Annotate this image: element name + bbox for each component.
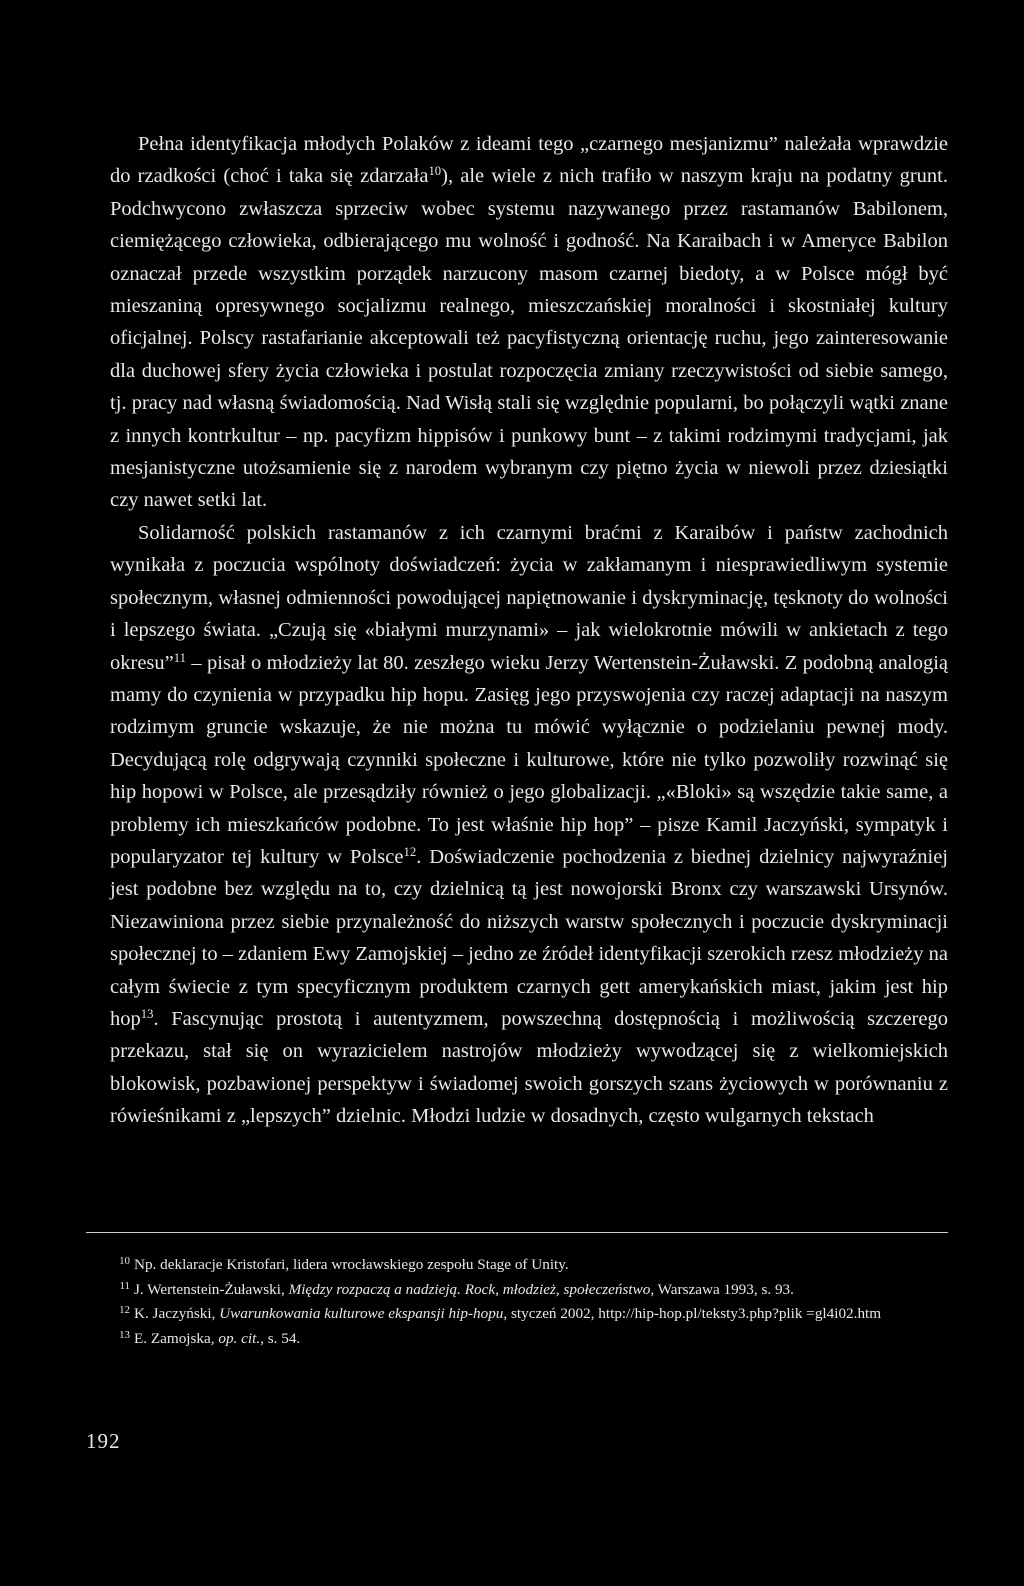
text-run: . Doświadczenie pochodzenia z biednej dzielnicy najwyraźniej jest podobne bez względu na to, czy dzielnicą tą jest nowojorski Bronx czy warszawski Ursynów. Niezawiniona przez siebie przynależność do niższych warstw społecznych i poczucie dyskryminacji społecznej to – zdaniem Ewy Zamojskiej – jedno ze źródeł identyfikacji szerokich rzesz młodzieży na całym świecie z tym specyficznym produktem czarnych gett amerykańskich miast, jakim jest hip hop xyxy=(110,845,948,1030)
footnote-title: Między rozpaczą a nadzieją. Rock, młodzież, społeczeństwo xyxy=(288,1280,651,1298)
footnote xyxy=(110,1253,948,1278)
footnote-number: 12 xyxy=(119,1304,130,1317)
footnote xyxy=(110,1302,948,1327)
text-run: Pełna identyfikacja młodych Polaków z ideami tego „czarnego mesjanizmu” należała wprawdzie do rzadkości (choć i taka się zdarzała xyxy=(110,133,948,188)
footnote-text: Np. deklaracje Kristofari, lidera wrocławskiego zespołu Stage of Unity. xyxy=(134,1256,569,1273)
footnote-text: J. Wertenstein-Żuławski, xyxy=(134,1280,289,1298)
footnote-number: 10 xyxy=(119,1255,130,1267)
text-run: – pisał o młodzieży lat 80. zeszłego wieku Jerzy Wertenstein-Żuławski. Z podobną analogią mamy do czynienia w przypadku hip hopu. Zasięg jego przyswojenia czy raczej adaptacji na naszym rodzimym gruncie wskazuje, że nie można tu mówić wyłącznie o podzielaniu pewnej mody. Decydującą rolę odgrywają czynniki społeczne i kulturowe, które nie tylko pozwoliły rozwinąć się hip hopowi w Polsce, ale przesądziły również o jego globalizacji. „«Bloki» są wszędzie takie same, a problemy ich mieszkańców podobne. To jest właśnie hip hop” – pisze Kamil Jaczyński, sympatyk i popularyzator tej kultury w Polsce xyxy=(110,651,948,868)
page-number: 192 xyxy=(86,1429,121,1453)
footnote xyxy=(110,1278,948,1303)
footnote-text: E. Zamojska, xyxy=(134,1329,219,1347)
footnote-number: 11 xyxy=(119,1279,130,1292)
text-run: Solidarność polskich rastamanów z ich czarnymi braćmi z Karaibów i państw zachodnich wynikała z poczucia wspólnoty doświadczeń: życia w zakłamanym i niesprawiedliwym systemie społecznym, własnej odmienności powodującej napiętnowanie i dyskryminację, tęsknoty do wolności i lepszego świata. „Czują się «białymi murzynami» – jak wielokrotnie mówili w ankietach z tego okresu” xyxy=(110,521,948,674)
footnote-title: Uwarunkowania kulturowe ekspansji hip-hopu xyxy=(219,1305,504,1323)
footnote xyxy=(110,1327,948,1352)
main-text xyxy=(110,128,948,1133)
footnote-number: 13 xyxy=(119,1328,130,1341)
footnote-separator xyxy=(86,1232,948,1233)
footnote-reference: 11 xyxy=(173,650,186,665)
footnotes xyxy=(110,1253,948,1351)
text-run: ), ale wiele z nich trafiło w naszym kraju na podatny grunt. Podchwycono zwłaszcza sprzeciw wobec systemu nazywanego przez rastamanów Babilonem, ciemiężącego człowieka, odbierającego mu wolność i godność. Na Karaibach i w Ameryce Babilon oznaczał przede wszystkim porządek narzucony masom czarnej biedoty, a w Polsce mógł być mieszaniną opresywnego socjalizmu realnego, mieszczańskiej moralności i skostniałej kultury oficjalnej. Polscy rastafarianie akceptowali też pacyfistyczną orientację ruchu, jego zainteresowanie dla duchowej sfery życia człowieka i postulat rozpoczęcia zmiany rzeczywistości od siebie samego, tj. pracy nad własną świadomością. Nad Wisłą stali się względnie popularni, bo połączyli wątki znane z innych kontrkultur – np. pacyfizm hippisów i punkowy bunt – z takimi rodzimymi tradycjami, jak mesjanistyczne utożsamienie się z narodem wybranym czy piętno życia w niewoli przez dziesiątki czy nawet setki lat. xyxy=(110,165,948,512)
footnote-text: , styczeń 2002, http://hip-hop.pl/teksty3.php?plik =gl4i02.htm xyxy=(503,1305,882,1323)
footnote-text: , Warszawa 1993, s. 93. xyxy=(650,1280,794,1298)
paragraph xyxy=(110,128,948,517)
footnote-title: op. cit. xyxy=(218,1329,261,1347)
footnote-reference: 13 xyxy=(140,1006,154,1021)
footnote-reference: 10 xyxy=(428,164,442,179)
footnote-text: , s. 54. xyxy=(260,1329,301,1347)
paragraph xyxy=(110,517,948,1133)
footnote-reference: 12 xyxy=(403,844,417,859)
text-run: . Fascynując prostotą i autentyzmem, powszechną dostępnością i możliwością szczerego przekazu, stał się on wyrazicielem nastrojów młodzieży wywodzącej się z wielkomiejskich blokowisk, pozbawionej perspektyw i świadomej swoich gorszych szans życiowych w porównaniu z rówieśnikami z „lepszych” dzielnic. Młodzi ludzie w dosadnych, często wulgarnych tekstach xyxy=(110,1007,948,1128)
footnote-text: K. Jaczyński, xyxy=(134,1305,220,1323)
